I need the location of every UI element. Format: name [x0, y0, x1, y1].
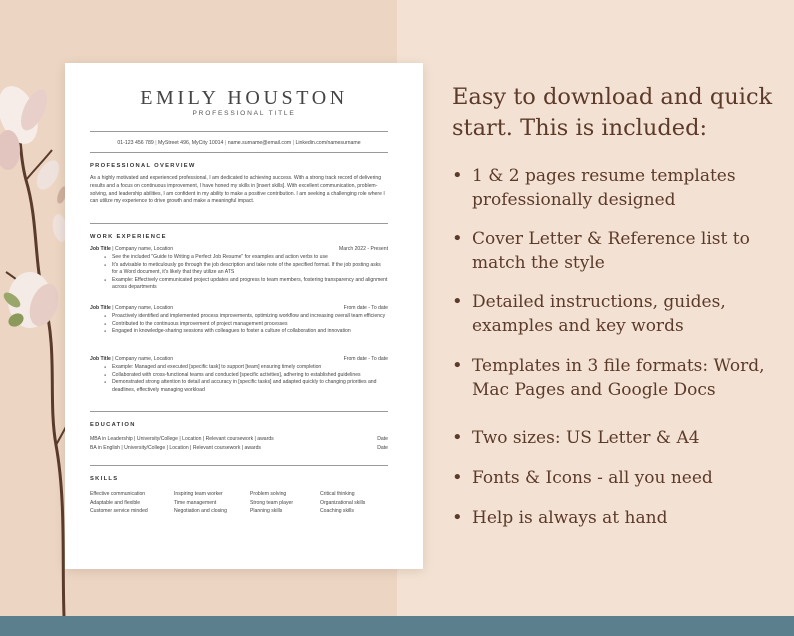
- job-bullet: ● Example: Effectively communicated project updates and progress to team members, fostering transparency and alignment across departments: [104, 277, 388, 292]
- skill-item: Strong team player: [250, 499, 294, 506]
- job-title: Job Title: [90, 356, 111, 362]
- skill-item: Organizational skills: [320, 499, 366, 506]
- divider: [90, 131, 388, 132]
- bullet-icon: •: [452, 507, 463, 528]
- job-date: March 2022 - Present: [339, 246, 388, 252]
- job-title: Job Title: [90, 246, 111, 252]
- job-bullets: [90, 254, 388, 292]
- email-text: name.surname@email.com: [227, 140, 292, 146]
- skill-item: Effective communication: [90, 491, 146, 497]
- skill-item: Inspiring team worker: [174, 491, 223, 497]
- job-company: Company name, Location: [115, 356, 174, 362]
- skill-item: Time management: [174, 499, 217, 506]
- bullet-icon: •: [452, 467, 463, 488]
- job-bullets: [90, 364, 388, 394]
- skills-column: [174, 490, 227, 516]
- bullet-icon: •: [452, 355, 463, 376]
- job-date: From date - To date: [343, 305, 388, 311]
- job-bullet: ● Collaborated with cross-functional teams and conducted [specific activities], adhering to established guidelines: [104, 372, 388, 380]
- phone-text: 01-123 456 789: [117, 140, 154, 146]
- education-row: BA in English | University/College | Location | Relevant coursework | awards Date: [90, 445, 388, 451]
- skill-item: Customer service minded: [90, 508, 148, 514]
- job-company: Company name, Location: [115, 246, 174, 252]
- feature-text: Help is always at hand: [472, 508, 668, 528]
- job-bullet: ● Example: Managed and executed [specific task] to support [team] ensuring timely completion: [104, 364, 388, 372]
- edu-date: Date: [377, 445, 388, 451]
- experience-heading: WORK EXPERIENCE: [90, 234, 167, 240]
- job-entry: Job Title | Company name, Location From date - To date ● Example: Managed and executed [specific task] to support [team] ensuring timely completion ● Collaborated with cross-functional teams and conducted [specific activities], adhering to established guidelines ● Demonstrated strong attention to detail and accuracy in [specific tasks] and adapted quickly to changing priorities and deadlines, effectively managing workload: [90, 356, 388, 394]
- skills-column: [90, 490, 148, 516]
- contact-line: 01-123 456 789 | MyStreet 496, MyCity 10014 | name.surname@email.com | Linkedin.com/namesurname: [117, 140, 361, 146]
- skill-item: Critical thinking: [320, 491, 355, 497]
- feature-text: Templates in 3 file formats: Word, Mac Pages and Google Docs: [472, 356, 765, 400]
- skill-item: Negotiation and closing: [174, 508, 227, 514]
- job-entry: Job Title | Company name, Location March 2022 - Present ● See the included "Guide to Writing a Perfect Job Resume" for examples and action verbs to use ● It's advisable to meticulously go through the job description and take note of the specified format. If the job posting asks for a Word document, it's likely that they utilize an ATS ● Example: Effectively communicated project updates and progress to team members, fostering transparency and alignment across departments: [90, 246, 388, 292]
- edu-coursework: Relevant coursework: [192, 445, 241, 451]
- bottom-color-band: [0, 616, 794, 636]
- job-bullet: ● See the included "Guide to Writing a Perfect Job Resume" for examples and action verbs to use: [104, 254, 388, 262]
- resume-preview: [65, 63, 423, 569]
- edu-awards: awards: [257, 436, 274, 442]
- skill-item: Planning skills: [250, 508, 283, 514]
- edu-awards: awards: [244, 445, 261, 451]
- feature-text: Two sizes: US Letter & A4: [472, 428, 700, 448]
- divider: [90, 411, 388, 412]
- skills-column: [320, 490, 365, 516]
- job-bullet: ● Demonstrated strong attention to detail and accuracy in [specific tasks] and adapted quickly to changing priorities and deadlines, effectively managing workload: [104, 379, 388, 394]
- divider: [90, 152, 388, 153]
- resume-name: EMILY HOUSTON: [140, 87, 348, 109]
- feature-text: 1 & 2 pages resume templates professionally designed: [472, 166, 736, 210]
- feature-text: Fonts & Icons - all you need: [472, 468, 713, 488]
- edu-date: Date: [377, 436, 388, 442]
- overview-heading: PROFESSIONAL OVERVIEW: [90, 163, 196, 169]
- skill-item: Adaptable and flexible: [90, 499, 141, 506]
- edu-school: University/College: [124, 445, 166, 451]
- feature-text: Cover Letter & Reference list to match the style: [472, 229, 750, 273]
- bullet-icon: •: [452, 228, 463, 249]
- education-row: MBA in Leadership | University/College | Location | Relevant coursework | awards Date: [90, 436, 388, 442]
- feature-text: Detailed instructions, guides, examples and key words: [472, 292, 726, 336]
- address-text: MyStreet 496, MyCity 10014: [157, 140, 224, 146]
- edu-degree: MBA in Leadership: [90, 436, 133, 442]
- job-company: Company name, Location: [115, 305, 174, 311]
- job-bullets: [90, 313, 388, 336]
- edu-coursework: Relevant coursework: [205, 436, 254, 442]
- job-bullet: ● Proactively identified and implemented process improvements, optimizing workflow and increasing overall team efficiency: [104, 313, 388, 321]
- education-heading: EDUCATION: [90, 422, 136, 428]
- job-bullet: ● Engaged in knowledge-sharing sessions with colleagues to foster a culture of collaboration and innovation: [104, 328, 388, 336]
- job-date: From date - To date: [343, 356, 388, 362]
- bullet-icon: •: [452, 427, 463, 448]
- divider: [90, 465, 388, 466]
- edu-school: University/College: [136, 436, 178, 442]
- job-entry: Job Title | Company name, Location From date - To date ● Proactively identified and implemented process improvements, optimizing workflow and increasing overall team efficiency ● Contributed to the continuous improvement of project management processes ● Engaged in knowledge-sharing sessions with colleagues to foster a culture of collaboration and innovation: [90, 305, 388, 336]
- promo-heading: Easy to download and quick start. This is included:: [452, 84, 773, 141]
- edu-location: Location: [169, 445, 189, 451]
- job-bullet: ● Contributed to the continuous improvement of project management processes: [104, 321, 388, 329]
- job-title: Job Title: [90, 305, 111, 311]
- divider: [90, 223, 388, 224]
- edu-location: Location: [182, 436, 202, 442]
- skill-item: Coaching skills: [320, 508, 354, 514]
- job-bullet: ● It's advisable to meticulously go through the job description and take note of the specified format. If the job posting asks for a Word document, it's likely that they utilize an ATS: [104, 262, 388, 277]
- overview-text: As a highly motivated and experienced professional, I am dedicated to achieving success. With a strong track record of delivering results and a focus on continuous improvement, I have honed my skills in [insert skills]. With excellent communication, problem-solving, and leadership abilities, I am confident in my ability to make a positive contribution. I am seeking a challenging role where I can utilize my experience to drive growth and make a meaningful impact.: [90, 175, 385, 205]
- skills-heading: SKILLS: [90, 476, 119, 482]
- linkedin-text: Linkedin.com/namesurname: [295, 140, 361, 146]
- skills-column: [250, 490, 293, 516]
- bullet-icon: •: [452, 291, 463, 312]
- resume-professional-title: PROFESSIONAL TITLE: [192, 110, 296, 117]
- bullet-icon: •: [452, 165, 463, 186]
- skill-item: Problem solving: [250, 491, 287, 497]
- edu-degree: BA in English: [90, 445, 121, 451]
